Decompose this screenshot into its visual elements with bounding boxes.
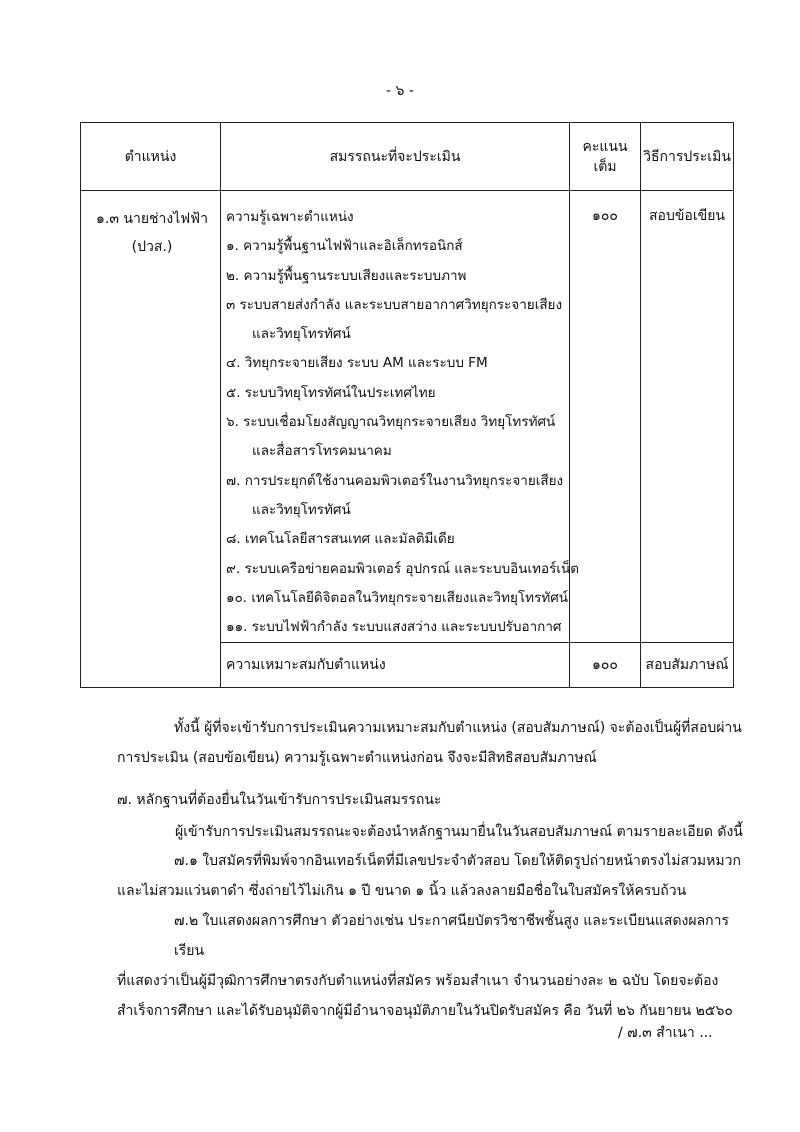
item-line: และไม่สวมแว่นตาดำ ซึ่งถ่ายไว้ไม่เกิน ๑ ปี ขนาด ๑ นิ้ว แล้วลงลายมือชื่อในใบสมัครให้ครบถ้วน — [117, 883, 687, 899]
note-line: การประเมิน (สอบข้อเขียน) ความรู้เฉพาะตำแหน่งก่อน จึงจะมีสิทธิสอบสัมภาษณ์ — [117, 750, 597, 766]
item-line: ที่แสดงว่าเป็นผู้มีวุฒิการศึกษาตรงกับตำแหน่งที่สมัคร พร้อมสำเนา จำนวนอย่างละ ๒ ฉบับ โดยจะต้อง — [117, 973, 719, 989]
position-qualification: (ปวส.) — [131, 239, 173, 255]
header-position: ตำแหน่ง — [81, 123, 221, 191]
competency-item: ๕. ระบบวิทยุโทรทัศน์ในประเทศไทย — [226, 384, 436, 401]
competency-item: ๒. ความรู้พื้นฐานระบบเสียงและระบบภาพ — [226, 267, 467, 284]
item-line: สำเร็จการศึกษา และได้รับอนุมัติจากผู้มีอำนาจอนุมัติภายในวันปิดรับสมัคร คือ วันที่ ๒๖ กันยายน ๒๕๖๐ — [117, 1003, 733, 1019]
competency-item: ๓ ระบบสายส่งกำลัง และระบบสายอากาศวิทยุกระจายเสียง — [226, 296, 563, 313]
competency-item: ๖. ระบบเชื่อมโยงสัญญาณวิทยุกระจายเสียง วิทยุโทรทัศน์ — [226, 414, 556, 431]
section7-intro: ผู้เข้ารับการประเมินสมรรถนะจะต้องนำหลักฐานมายื่นในวันสอบสัมภาษณ์ ตามรายละเอียด ดังนี้ — [175, 824, 743, 840]
page-number: - ๖ - — [386, 83, 414, 99]
table-header-row — [81, 123, 734, 191]
position-cell — [81, 191, 221, 688]
item-line: ๗.๒ ใบแสดงผลการศึกษา ตัวอย่างเช่น ประกาศนียบัตรวิชาชีพชั้นสูง และระเบียนแสดงผลการเรียน — [174, 913, 730, 959]
note-line: ทั้งนี้ ผู้ที่จะเข้ารับการประเมินความเหมาะสมกับตำแหน่ง (สอบสัมภาษณ์) จะต้องเป็นผู้ที่สอบผ่าน — [174, 720, 742, 736]
competency-item: ๗. การประยุกต์ใช้งานคอมพิวเตอร์ในงานวิทยุกระจายเสียง — [226, 472, 564, 489]
competency-item: ๙. ระบบเครือข่ายคอมพิวเตอร์ อุปกรณ์ และระบบอินเทอร์เน็ต — [226, 560, 579, 577]
competency-item: ๑๑. ระบบไฟฟ้ากำลัง ระบบแสงสว่าง และระบบปรับอากาศ — [226, 619, 562, 636]
note-paragraph — [117, 713, 757, 773]
competency-item: ๑๐. เทคโนโลยีดิจิตอลในวิทยุกระจายเสียงและวิทยุโทรทัศน์ — [226, 589, 569, 606]
header-score-line2: เต็ม — [593, 158, 617, 175]
competency-item: ๔. วิทยุกระจายเสียง ระบบ AM และระบบ FM — [226, 355, 488, 372]
competency-item: ๑. ความรู้พื้นฐานไฟฟ้าและอิเล็กทรอนิกส์ — [226, 238, 463, 255]
method-interview: สอบสัมภาษณ์ — [641, 643, 734, 688]
item-line: ๗.๑ ใบสมัครที่พิมพ์จากอินเทอร์เน็ตที่มีเลขประจำตัวสอบ โดยให้ติดรูปถ่ายหน้าตรงไม่สวมหมวก — [174, 853, 741, 869]
section7-heading: ๗. หลักฐานที่ต้องยื่นในวันเข้ารับการประเมินสมรรถนะ — [117, 792, 442, 808]
score-interview: ๑๐๐ — [570, 643, 641, 688]
header-score-line1: คะแนน — [582, 138, 628, 155]
header-competency: สมรรถนะที่จะประเมิน — [221, 123, 570, 191]
competency-item-continuation: และสื่อสารโทรคมนาคม — [252, 443, 392, 460]
item-7-1 — [117, 846, 757, 906]
item-7-2 — [117, 906, 757, 1026]
competency-item-continuation: และวิทยุโทรทัศน์ — [252, 501, 351, 518]
assessment-table — [80, 122, 734, 688]
position-name: ๑.๓ นายช่างไฟฟ้า — [96, 211, 208, 227]
header-score — [570, 123, 641, 191]
competency-item-continuation: และวิทยุโทรทัศน์ — [252, 326, 351, 343]
header-method: วิธีการประเมิน — [641, 123, 734, 191]
method-written: สอบข้อเขียน — [641, 191, 734, 643]
competency-title: ความรู้เฉพาะตำแหน่ง — [226, 209, 354, 225]
score-written: ๑๐๐ — [570, 191, 641, 643]
table-row-written — [81, 191, 734, 643]
competency-item: ๘. เทคโนโลยีสารสนเทศ และมัลติมีเดีย — [226, 531, 455, 548]
competency-cell — [221, 191, 579, 643]
continuation-marker: / ๗.๓ สำเนา ... — [618, 1025, 713, 1041]
competency-interview: ความเหมาะสมกับตำแหน่ง — [221, 643, 570, 688]
